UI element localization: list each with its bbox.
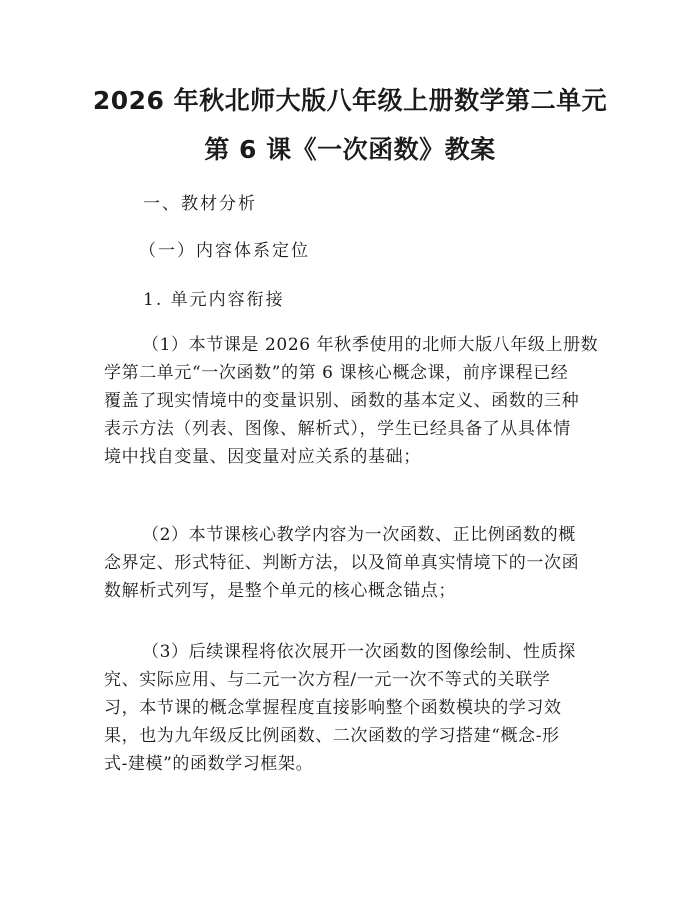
paragraph-3-line: （3）后续课程将依次展开一次函数的图像绘制、性质探 xyxy=(142,642,576,662)
section-heading-textbook-analysis: 一、教材分析 xyxy=(143,194,257,214)
paragraph-2-line: 数解析式列写，是整个单元的核心概念锚点； xyxy=(104,581,456,601)
paragraph-2-line: 念界定、形式特征、判断方法，以及简单真实情境下的一次函 xyxy=(104,553,580,573)
document-title-line-1: 2026 年秋北师大版八年级上册数学第二单元 xyxy=(92,86,608,115)
paragraph-1-line: 学第二单元“一次函数”的第 6 课核心概念课，前序课程已经 xyxy=(104,363,569,383)
paragraph-2-line: （2）本节课核心教学内容为一次函数、正比例函数的概 xyxy=(142,525,576,545)
item-heading-unit-connection: 1. 单元内容衔接 xyxy=(143,290,285,310)
paragraph-3-line: 究、实际应用、与二元一次方程/一元一次不等式的关联学 xyxy=(104,670,551,690)
paragraph-3-line: 式-建模”的函数学习框架。 xyxy=(104,754,314,774)
paragraph-1-line: 覆盖了现实情境中的变量识别、函数的基本定义、函数的三种 xyxy=(104,391,580,411)
paragraph-1-line: （1）本节课是 2026 年秋季使用的北师大版八年级上册数 xyxy=(142,335,599,355)
paragraph-1-line: 表示方法（列表、图像、解析式），学生已经具备了从具体情 xyxy=(104,419,571,439)
document-title-line-2: 第 6 课《一次函数》教案 xyxy=(204,135,496,164)
paragraph-3-line: 习，本节课的概念掌握程度直接影响整个函数模块的学习效 xyxy=(104,698,562,718)
subsection-heading-content-positioning: （一）内容体系定位 xyxy=(139,241,310,261)
paragraph-1-line: 境中找自变量、因变量对应关系的基础； xyxy=(104,447,421,467)
paragraph-3-line: 果，也为九年级反比例函数、二次函数的学习搭建“概念-形 xyxy=(104,726,560,746)
